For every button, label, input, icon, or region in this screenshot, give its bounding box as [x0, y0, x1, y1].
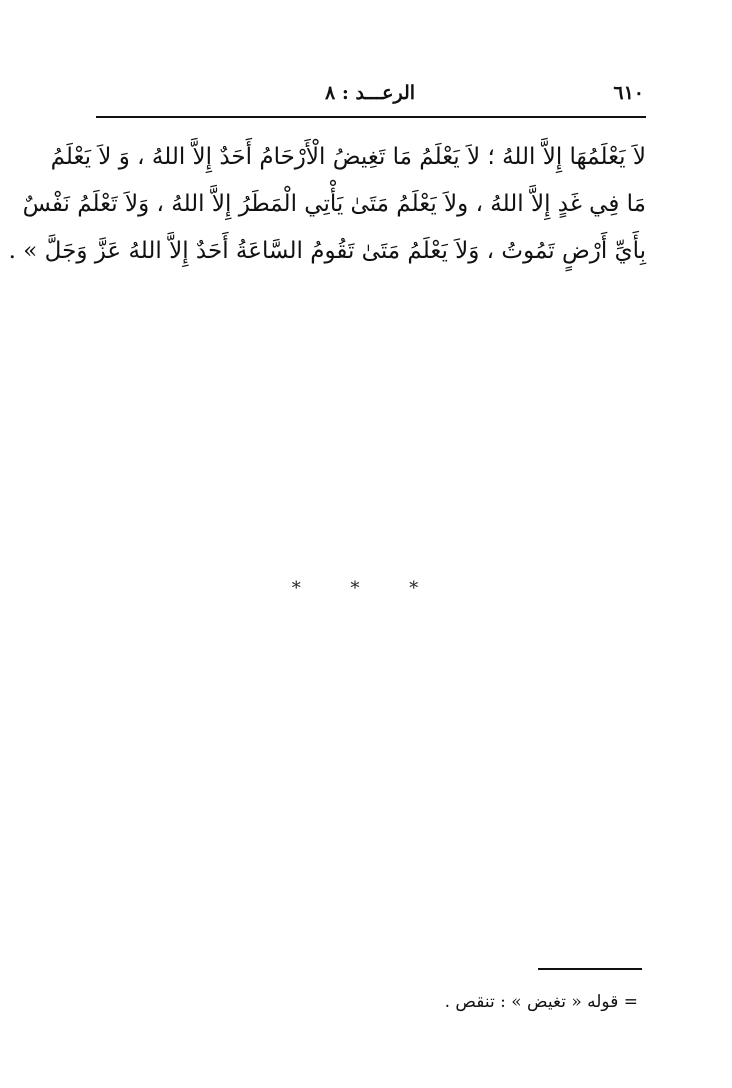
- body-line-1: لاَ يَعْلَمُهَا إِلاَّ اللهُ ؛ لاَ يَعْلَمُ مَا تَغِيضُ الْأَرْحَامُ أَحَدٌ إِلاَّ اللهُ ، وَ لاَ يَعْلَمُ: [50, 144, 646, 170]
- body-line-2: مَا فِي غَدٍ إِلاَّ اللهُ ، ولاَ يَعْلَمُ مَتَىٰ يَأْتِي الْمَطَرُ إِلاَّ اللهُ ، وَلاَ تَعْلَمُ نَفْسٌ: [22, 191, 646, 217]
- footnote-rule: [538, 968, 642, 970]
- page-header: [96, 82, 644, 110]
- section-separator: * * *: [291, 578, 441, 599]
- page-number: ٦١٠: [613, 82, 644, 104]
- footnote: = قوله « تغيض » : تنقص .: [444, 992, 638, 1012]
- body-text: [8, 134, 646, 275]
- header-rule: [96, 116, 646, 118]
- running-title: الرعـــد : ٨: [324, 82, 416, 104]
- body-line-3: بِأَيِّ أَرْضٍ تَمُوتُ ، وَلاَ يَعْلَمُ مَتَىٰ تَقُومُ السَّاعَةُ أَحَدٌ إِلاَّ اللهُ عَزَّ وَجَلَّ » .: [8, 238, 646, 264]
